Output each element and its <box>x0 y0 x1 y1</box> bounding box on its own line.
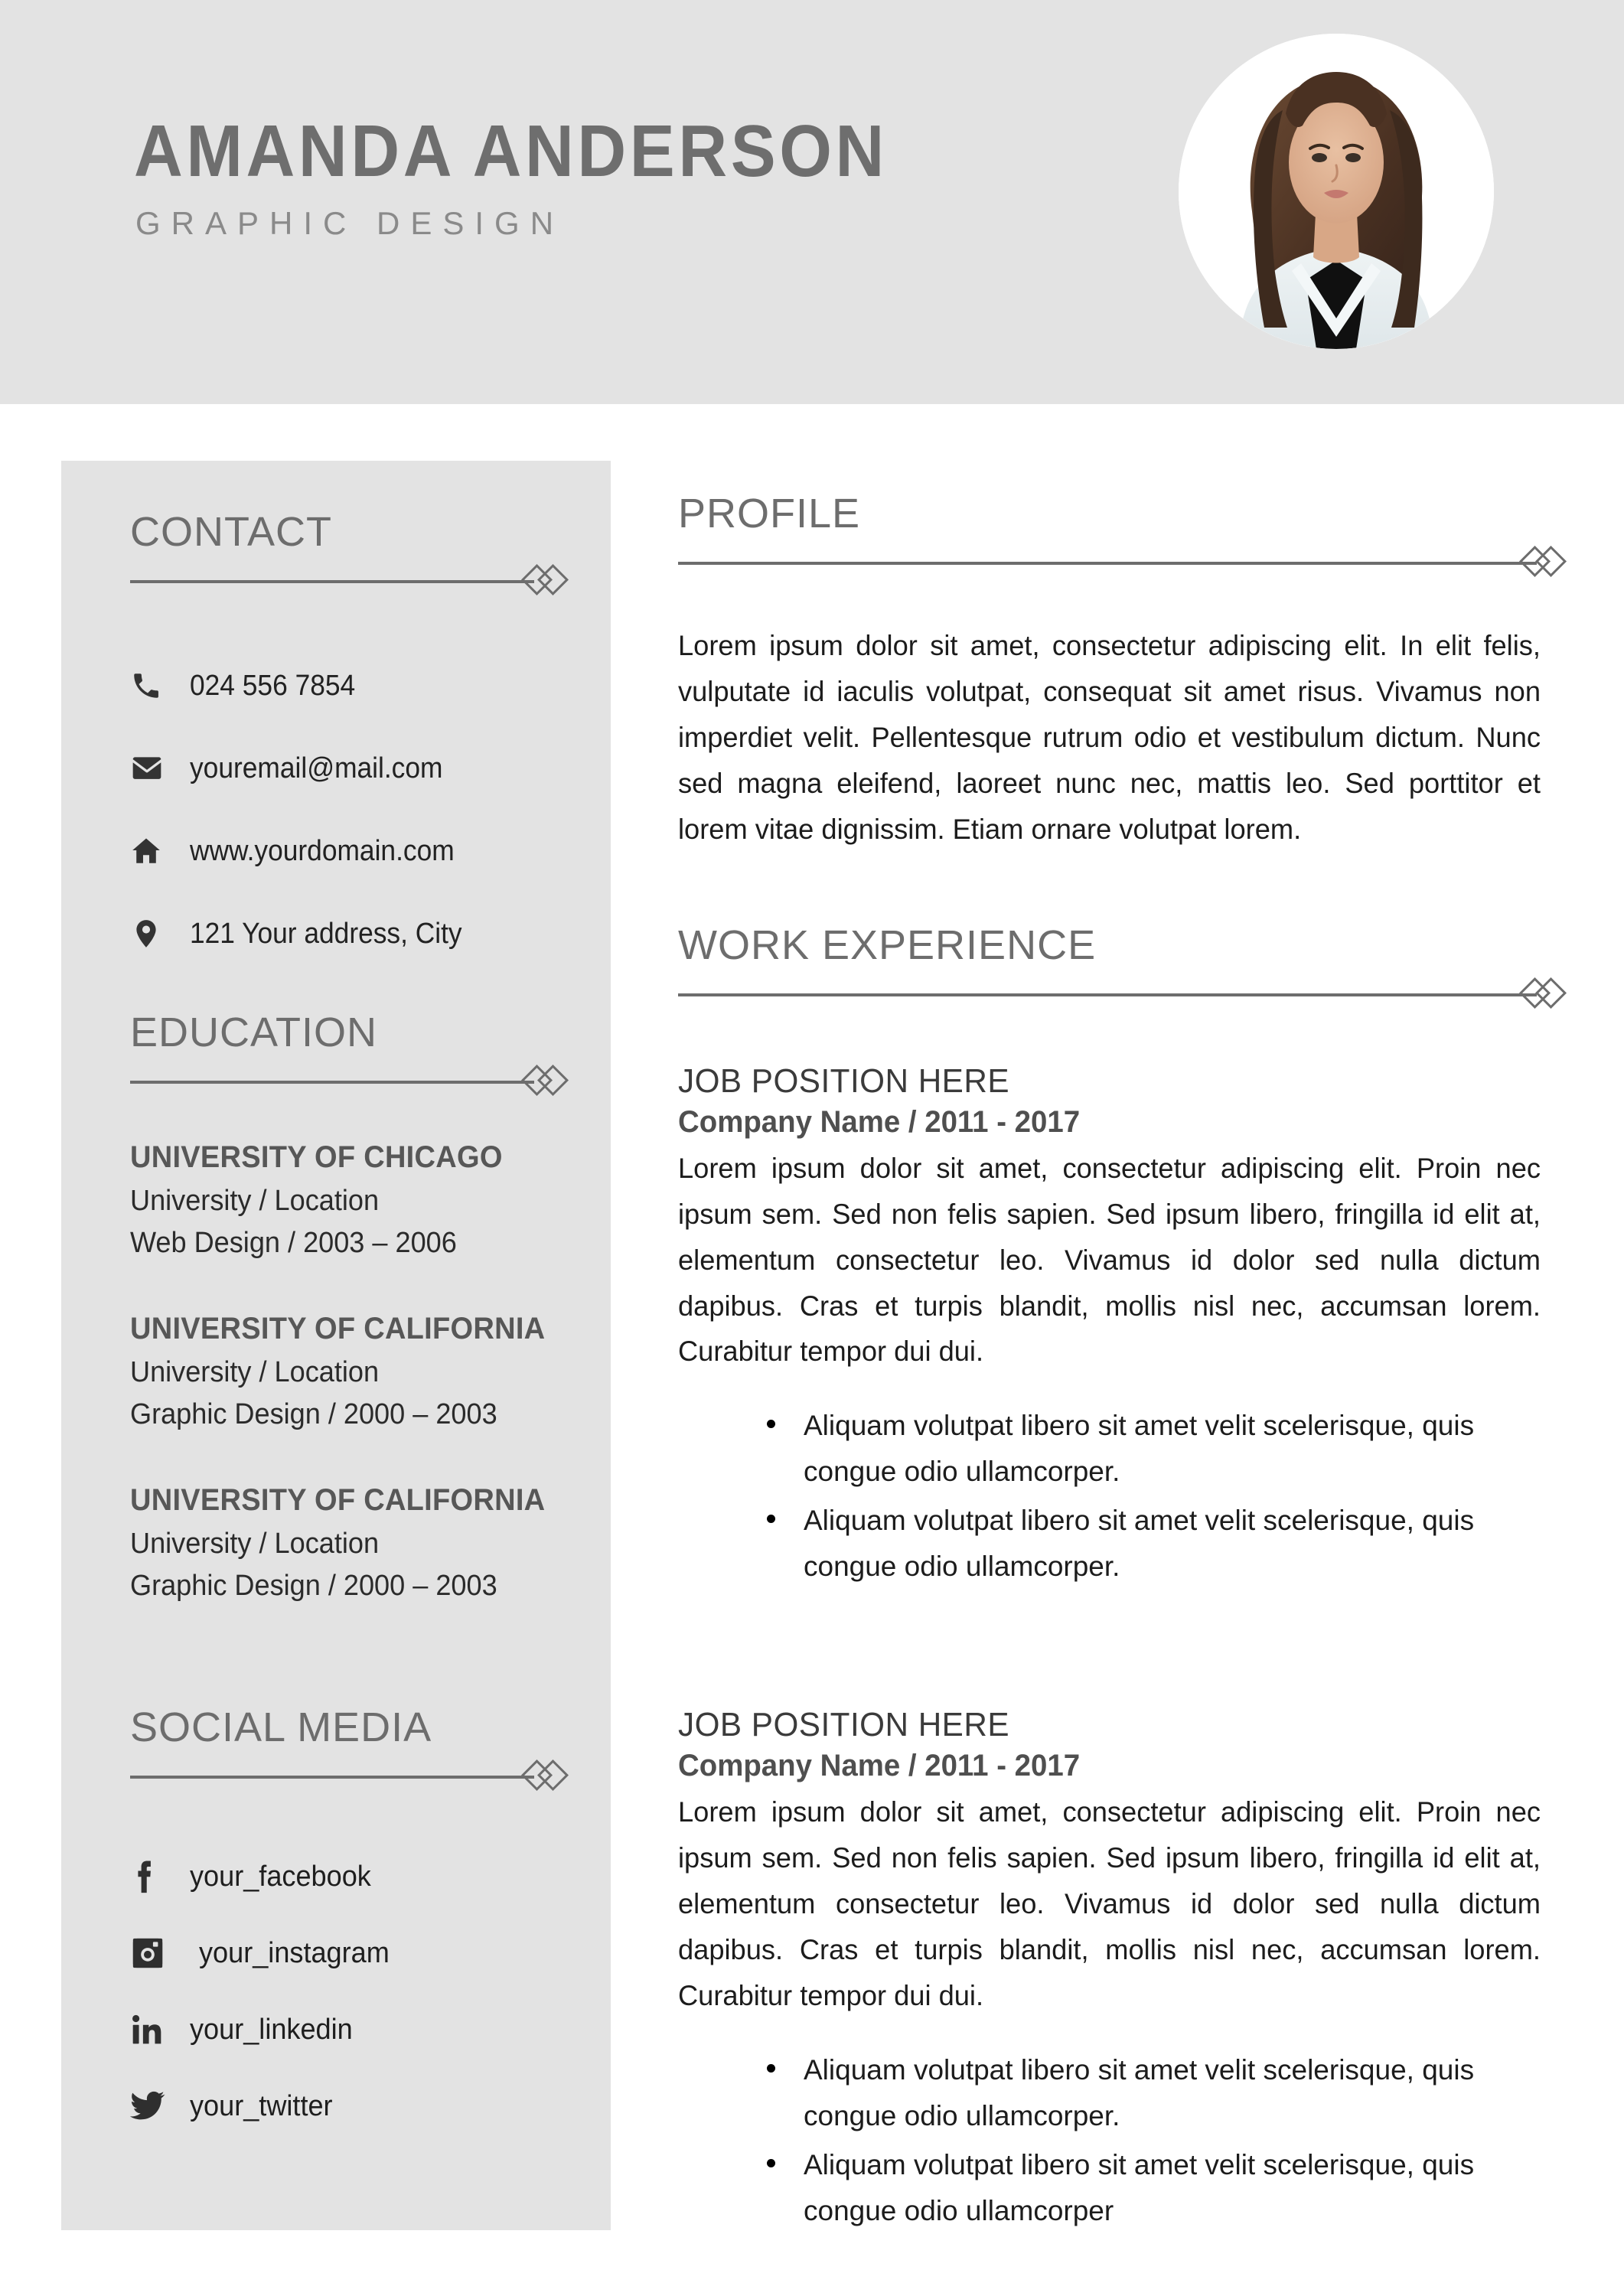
job-entry <box>678 1062 1558 1590</box>
sidebar <box>61 461 611 2230</box>
education-program: Web Design / 2003 – 2006 <box>130 1227 457 1260</box>
education-location: University / Location <box>130 1356 380 1389</box>
envelope-icon <box>130 752 190 785</box>
profile-body-text: Lorem ipsum dolor sit amet, consectetur adipiscing elit. In elit felis, vulputate id iaculis volutpat, consequat sit amet risus. Vivamus non imperdiet velit. Pellentesque rutrum odio et vestibulum dictum. Nunc sed magna eleifend, laoreet nunc nec, mattis leo. Sed porttitor et lorem vitae dignissim. Etiam ornare volutpat lorem. <box>678 630 1541 845</box>
education-school: UNIVERSITY OF CALIFORNIA <box>130 1483 546 1518</box>
header-band <box>0 0 1624 404</box>
instagram-icon <box>130 1936 190 1971</box>
contact-item-email[interactable] <box>130 727 582 810</box>
profile-divider <box>678 545 1558 580</box>
social-item-facebook[interactable] <box>130 1838 582 1915</box>
work-experience-section <box>678 921 1558 2234</box>
job-bullet: Aliquam volutpat libero sit amet velit scelerisque, quis congue odio ullamcorper <box>762 2142 1508 2234</box>
diamond-ornament-icon <box>520 563 571 598</box>
job-description: Lorem ipsum dolor sit amet, consectetur adipiscing elit. Proin nec ipsum sem. Sed non felis sapien. Sed ipsum libero, fringilla id elit at, elementum consectetur leo. Vivamus id dolor sed nulla dictum dapibus. Cras et turpis blandit, mollis nisl nec, accumsan lorem. Curabitur tempor dui dui. <box>678 1152 1541 1368</box>
social-twitter-handle: your_twitter <box>190 2089 333 2122</box>
job-bullet: Aliquam volutpat libero sit amet velit scelerisque, quis congue odio ullamcorper. <box>762 2047 1508 2139</box>
contact-phone-value: 024 556 7854 <box>190 669 356 702</box>
job-bullet-list <box>678 1403 1558 1590</box>
job-entry <box>678 1706 1558 2233</box>
social-item-linkedin[interactable] <box>130 1991 582 2068</box>
education-entry <box>130 1312 582 1436</box>
diamond-ornament-icon <box>1518 545 1569 580</box>
social-media-section <box>130 1704 582 2144</box>
social-item-instagram[interactable] <box>130 1915 582 1991</box>
social-item-twitter[interactable] <box>130 2068 582 2144</box>
education-entry <box>130 1140 582 1264</box>
job-title: JOB POSITION HERE <box>678 1062 1009 1100</box>
social-linkedin-handle: your_linkedin <box>190 2013 353 2046</box>
contact-list <box>130 644 582 975</box>
home-icon <box>130 835 190 867</box>
profile-heading: PROFILE <box>678 491 861 536</box>
education-school: UNIVERSITY OF CHICAGO <box>130 1140 503 1174</box>
education-list <box>130 1140 582 1608</box>
education-divider <box>130 1064 582 1099</box>
social-media-divider <box>130 1759 582 1794</box>
education-section <box>130 1009 582 1608</box>
contact-item-phone[interactable] <box>130 644 582 727</box>
facebook-icon <box>130 1859 190 1894</box>
social-media-list <box>130 1838 582 2144</box>
education-program: Graphic Design / 2000 – 2003 <box>130 1570 497 1603</box>
social-instagram-handle: your_instagram <box>199 1936 390 1969</box>
main-column <box>678 490 1558 2237</box>
education-heading: EDUCATION <box>130 1009 378 1055</box>
contact-email-value: youremail@mail.com <box>190 752 443 784</box>
contact-address-value: 121 Your address, City <box>190 917 462 950</box>
education-entry <box>130 1483 582 1607</box>
diamond-ornament-icon <box>1518 977 1569 1012</box>
social-media-heading: SOCIAL MEDIA <box>130 1704 432 1750</box>
profession-subtitle: GRAPHIC DESIGN <box>135 205 565 241</box>
header-text-group <box>134 110 954 242</box>
contact-website-value: www.yourdomain.com <box>190 834 455 867</box>
education-location: University / Location <box>130 1185 380 1217</box>
job-bullet-list <box>678 2047 1558 2234</box>
education-school: UNIVERSITY OF CALIFORNIA <box>130 1312 546 1346</box>
contact-item-address[interactable] <box>130 892 582 975</box>
job-bullet: Aliquam volutpat libero sit amet velit scelerisque, quis congue odio ullamcorper. <box>762 1498 1508 1590</box>
social-facebook-handle: your_facebook <box>190 1860 371 1893</box>
twitter-icon <box>130 2090 190 2122</box>
job-company-dates: Company Name / 2011 - 2017 <box>678 1749 1081 1783</box>
linkedin-icon <box>130 2013 190 2047</box>
education-location: University / Location <box>130 1528 380 1561</box>
page-title: AMANDA ANDERSON <box>134 110 888 192</box>
diamond-ornament-icon <box>520 1064 571 1099</box>
job-company-dates: Company Name / 2011 - 2017 <box>678 1104 1081 1139</box>
map-pin-icon <box>130 918 190 950</box>
profile-section <box>678 490 1558 853</box>
job-title: JOB POSITION HERE <box>678 1706 1009 1744</box>
contact-heading: CONTACT <box>130 509 332 555</box>
portrait-photo-icon <box>1179 34 1494 349</box>
contact-divider <box>130 563 582 598</box>
job-description: Lorem ipsum dolor sit amet, consectetur adipiscing elit. Proin nec ipsum sem. Sed non felis sapien. Sed ipsum libero, fringilla id elit at, elementum consectetur leo. Vivamus id dolor sed nulla dictum dapibus. Cras et turpis blandit, mollis nisl nec, accumsan lorem. Curabitur tempor dui dui. <box>678 1796 1541 2011</box>
avatar <box>1179 34 1494 349</box>
contact-item-website[interactable] <box>130 810 582 892</box>
job-bullet: Aliquam volutpat libero sit amet velit scelerisque, quis congue odio ullamcorper. <box>762 1403 1508 1495</box>
phone-icon <box>130 670 190 702</box>
work-experience-divider <box>678 977 1558 1012</box>
diamond-ornament-icon <box>520 1759 571 1794</box>
contact-section <box>130 508 582 975</box>
work-experience-heading: WORK EXPERIENCE <box>678 921 1097 968</box>
education-program: Graphic Design / 2000 – 2003 <box>130 1398 497 1431</box>
